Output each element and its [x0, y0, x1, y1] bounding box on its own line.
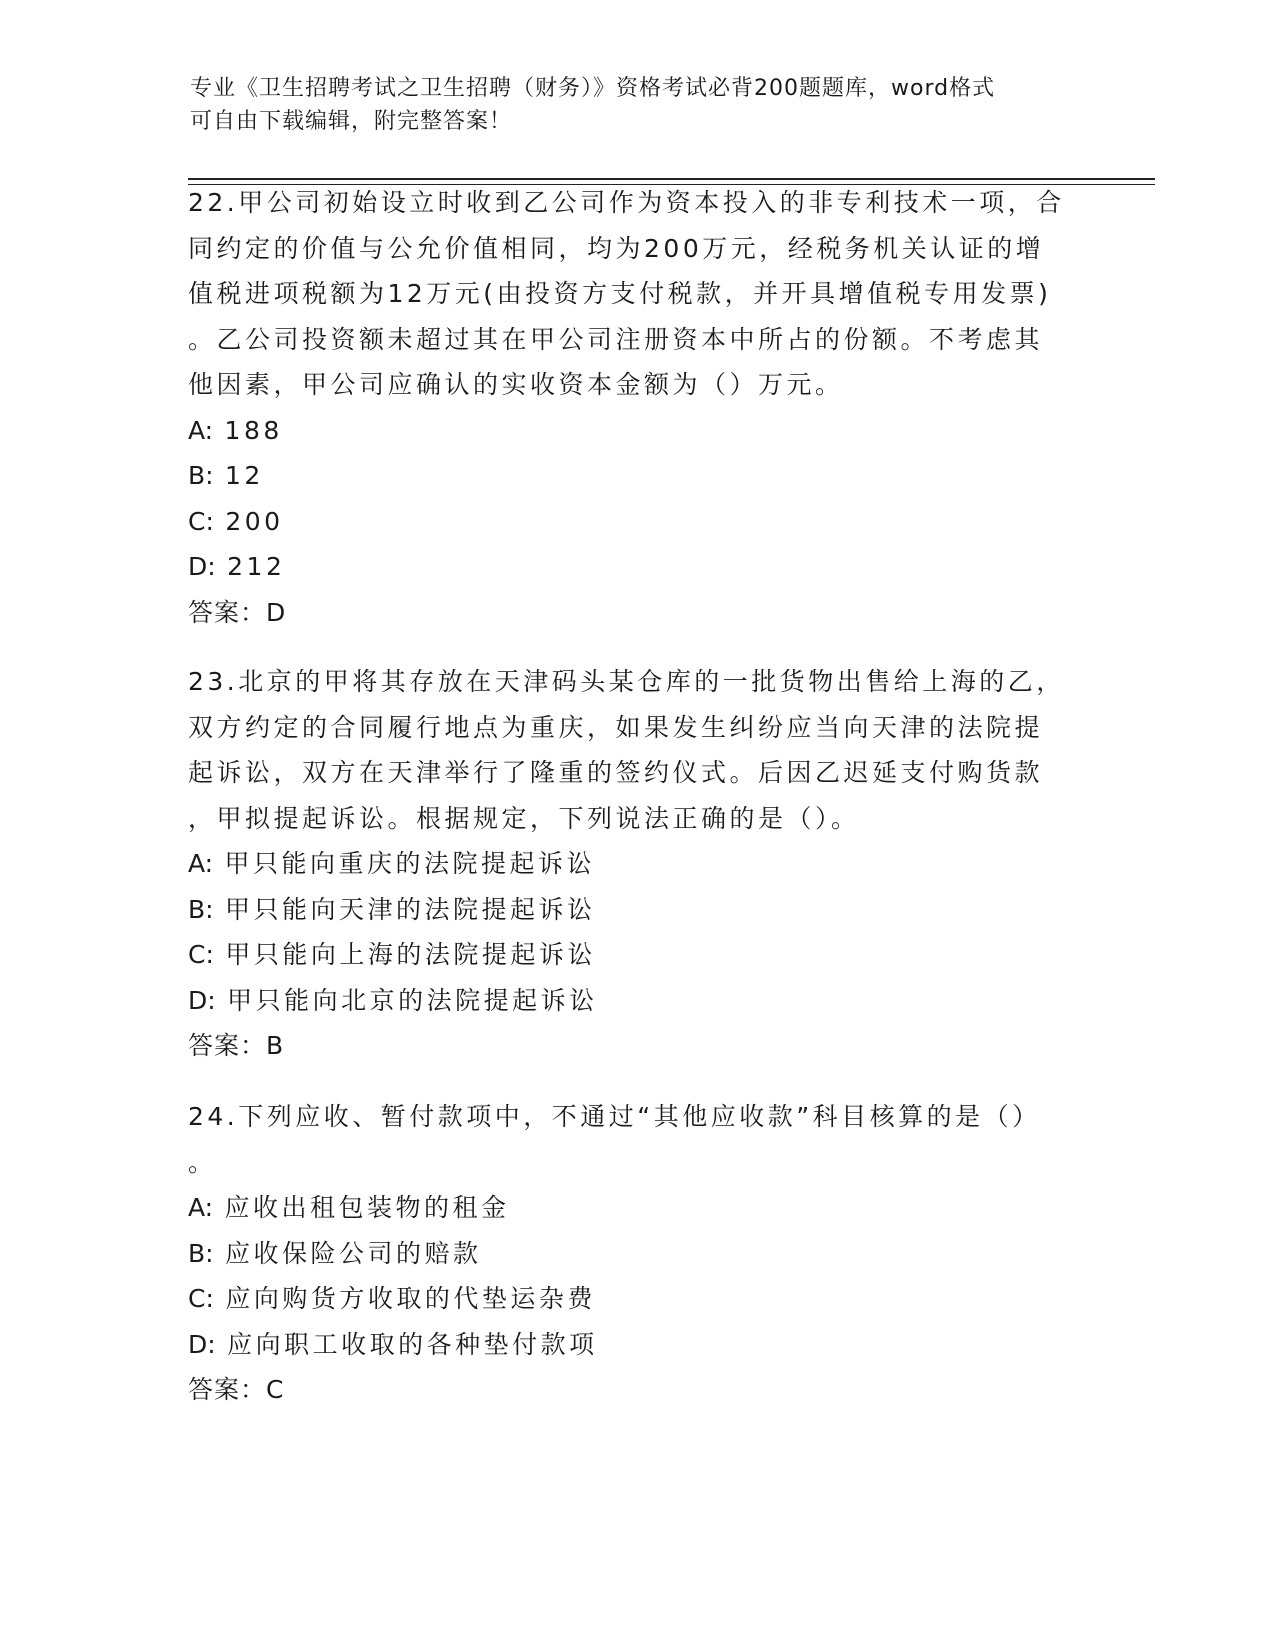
option-b: B: 甲只能向天津的法院提起诉讼: [188, 894, 596, 924]
option-d: D: 甲只能向北京的法院提起诉讼: [188, 985, 598, 1015]
answer-line: 答案：D: [188, 597, 287, 627]
question-stem: [188, 1094, 1088, 1185]
stem-line: 同约定的价值与公允价值相同，均为200万元，经税务机关认证的增: [188, 233, 1045, 263]
option-a: A: 188: [188, 415, 283, 445]
option-c: C: 200: [188, 506, 284, 536]
stem-line: 他因素，甲公司应确认的实收资本金额为（）万元。: [188, 370, 844, 399]
question-stem: [188, 180, 1088, 408]
stem-line: 。: [188, 1147, 217, 1177]
header-title-line-2: 可自由下载编辑，附完整答案！: [190, 109, 513, 134]
option-b: B: 应收保险公司的赔款: [188, 1238, 482, 1268]
header-title-line-1: 专业《卫生招聘考试之卫生招聘（财务）》资格考试必背200题题库，word格式: [190, 76, 996, 101]
option-a: A: 甲只能向重庆的法院提起诉讼: [188, 849, 596, 878]
question-23: [188, 659, 1088, 1069]
stem-line: 22.甲公司初始设立时收到乙公司作为资本投入的非专利技术一项，合: [188, 188, 1065, 217]
option-b: B: 12: [188, 461, 264, 490]
question-stem: [188, 659, 1088, 841]
stem-line: 值税进项税额为12万元(由投资方支付税款，并开具增值税专用发票): [188, 279, 1052, 308]
document-header: [190, 72, 1070, 138]
stem-line: ，甲拟提起诉讼。根据规定，下列说法正确的是（）。: [188, 803, 860, 833]
stem-line: 。乙公司投资额未超过其在甲公司注册资本中所占的份额。不考虑其: [188, 324, 1044, 354]
answer-line: 答案：C: [188, 1375, 285, 1404]
option-d: D: 212: [188, 552, 286, 581]
option-a: A: 应收出租包装物的租金: [188, 1193, 510, 1222]
stem-line: 起诉讼，双方在天津举行了隆重的签约仪式。后因乙迟延支付购货款: [188, 758, 1044, 787]
question-22: [188, 180, 1088, 635]
option-d: D: 应向职工收取的各种垫付款项: [188, 1329, 598, 1359]
option-c: C: 甲只能向上海的法院提起诉讼: [188, 940, 596, 969]
stem-line: 双方约定的合同履行地点为重庆，如果发生纠纷应当向天津的法院提: [188, 712, 1044, 742]
option-c: C: 应向购货方收取的代垫运杂费: [188, 1284, 596, 1313]
question-24: [188, 1094, 1088, 1413]
answer-line: 答案：B: [188, 1031, 285, 1060]
stem-line: 23.北京的甲将其存放在天津码头某仓库的一批货物出售给上海的乙，: [188, 667, 1065, 696]
stem-line: 24.下列应收、暂付款项中，不通过“其他应收款”科目核算的是（）: [188, 1102, 1041, 1131]
